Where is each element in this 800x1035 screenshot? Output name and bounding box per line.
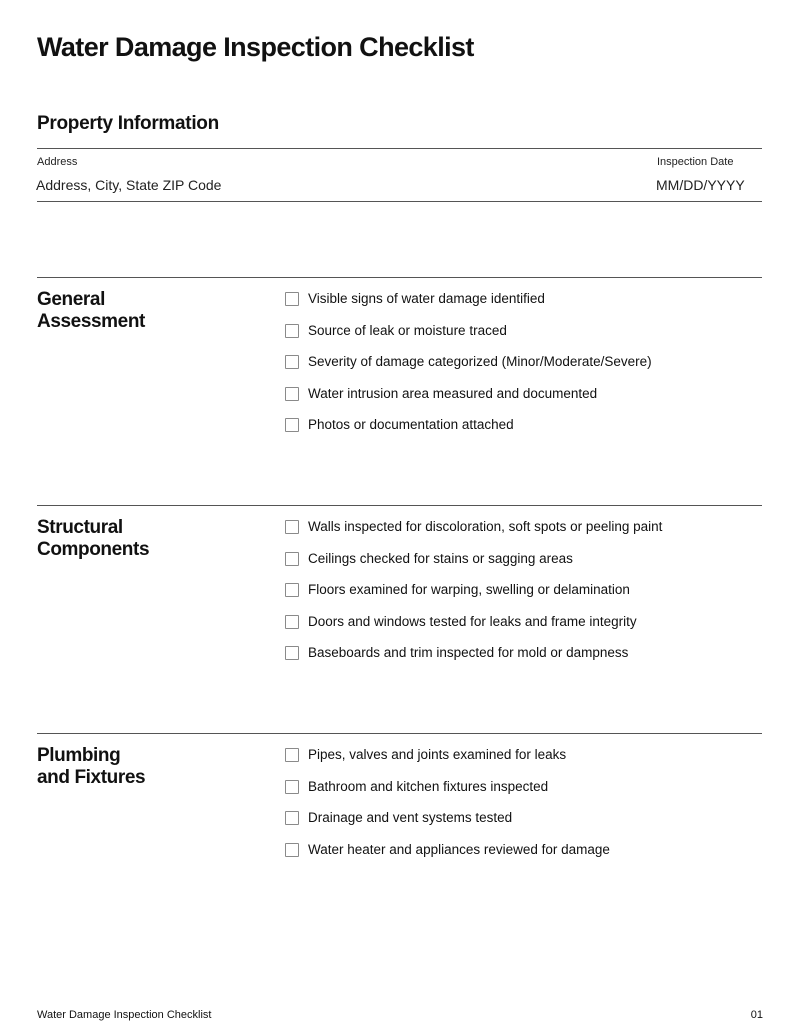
- property-top-divider: [37, 148, 762, 149]
- checkbox[interactable]: [285, 324, 299, 338]
- checkbox[interactable]: [285, 646, 299, 660]
- checklist-item: [285, 290, 762, 322]
- checklist-item-label: Ceilings checked for stains or sagging areas: [308, 550, 573, 566]
- checklist-item: [285, 778, 762, 810]
- checklist-item: [285, 613, 762, 645]
- checklist: [285, 290, 762, 448]
- property-bottom-divider: [37, 201, 762, 202]
- checklist-item: [285, 322, 762, 354]
- section-title: [37, 517, 257, 561]
- checkbox[interactable]: [285, 843, 299, 857]
- section-title-line: Plumbing: [37, 745, 121, 766]
- checklist-item-label: Baseboards and trim inspected for mold or dampness: [308, 645, 629, 660]
- checklist-item: [285, 385, 762, 417]
- section-title-line: Structural: [37, 517, 123, 538]
- checklist-item-label: Walls inspected for discoloration, soft spots or peeling paint: [308, 519, 663, 534]
- address-label: Address: [37, 156, 78, 168]
- checkbox[interactable]: [285, 292, 299, 306]
- section-divider: [37, 505, 762, 506]
- checkbox[interactable]: [285, 748, 299, 762]
- checklist-item-label: Drainage and vent systems tested: [308, 810, 513, 825]
- checklist-item: [285, 809, 762, 841]
- checklist-item-label: Visible signs of water damage identified: [308, 291, 545, 306]
- checkbox[interactable]: [285, 418, 299, 432]
- section-title: [37, 745, 257, 789]
- checklist: [285, 518, 762, 676]
- checkbox[interactable]: [285, 615, 299, 629]
- checklist-item-label: Water intrusion area measured and documented: [308, 385, 598, 401]
- checklist-item-label: Photos or documentation attached: [308, 417, 514, 432]
- page-title: Water Damage Inspection Checklist: [37, 32, 474, 62]
- checkbox[interactable]: [285, 811, 299, 825]
- checklist-item-label: Source of leak or moisture traced: [308, 322, 507, 338]
- checklist-item: [285, 746, 762, 778]
- section-plumbing-fixtures: [37, 733, 762, 933]
- checkbox[interactable]: [285, 583, 299, 597]
- section-title-line: Components: [37, 539, 150, 560]
- section-general-assessment: [37, 277, 762, 477]
- checklist-item: [285, 416, 762, 448]
- section-divider: [37, 733, 762, 734]
- checklist-item-label: Doors and windows tested for leaks and frame integrity: [308, 613, 637, 629]
- address-field[interactable]: Address, City, State ZIP Code: [36, 177, 222, 193]
- section-title-line: and Fixtures: [37, 767, 146, 788]
- checklist-item: [285, 581, 762, 613]
- checklist-item: [285, 550, 762, 582]
- checklist-item-label: Floors examined for warping, swelling or delamination: [308, 582, 630, 597]
- section-title-line: General: [37, 289, 105, 310]
- checkbox[interactable]: [285, 355, 299, 369]
- page-number: 01: [750, 1009, 763, 1021]
- property-information-heading: Property Information: [37, 113, 219, 134]
- checkbox[interactable]: [285, 520, 299, 534]
- checkbox[interactable]: [285, 552, 299, 566]
- checklist-item: [285, 644, 762, 676]
- checklist-item-label: Pipes, valves and joints examined for leaks: [308, 747, 567, 762]
- section-title-line: Assessment: [37, 311, 145, 332]
- footer-document-title: Water Damage Inspection Checklist: [37, 1009, 212, 1021]
- checklist-item-label: Severity of damage categorized (Minor/Moderate/Severe): [308, 354, 652, 369]
- section-divider: [37, 277, 762, 278]
- checklist-item: [285, 353, 762, 385]
- checklist-item: [285, 841, 762, 873]
- checklist-item-label: Bathroom and kitchen fixtures inspected: [308, 778, 549, 794]
- checklist-item-label: Water heater and appliances reviewed for damage: [308, 841, 610, 857]
- checklist: [285, 746, 762, 872]
- checklist-item: [285, 518, 762, 550]
- checkbox[interactable]: [285, 780, 299, 794]
- inspection-date-field[interactable]: MM/DD/YYYY: [656, 177, 745, 193]
- inspection-date-label: Inspection Date: [657, 156, 734, 168]
- checkbox[interactable]: [285, 387, 299, 401]
- section-title: [37, 289, 257, 333]
- section-structural-components: [37, 505, 762, 705]
